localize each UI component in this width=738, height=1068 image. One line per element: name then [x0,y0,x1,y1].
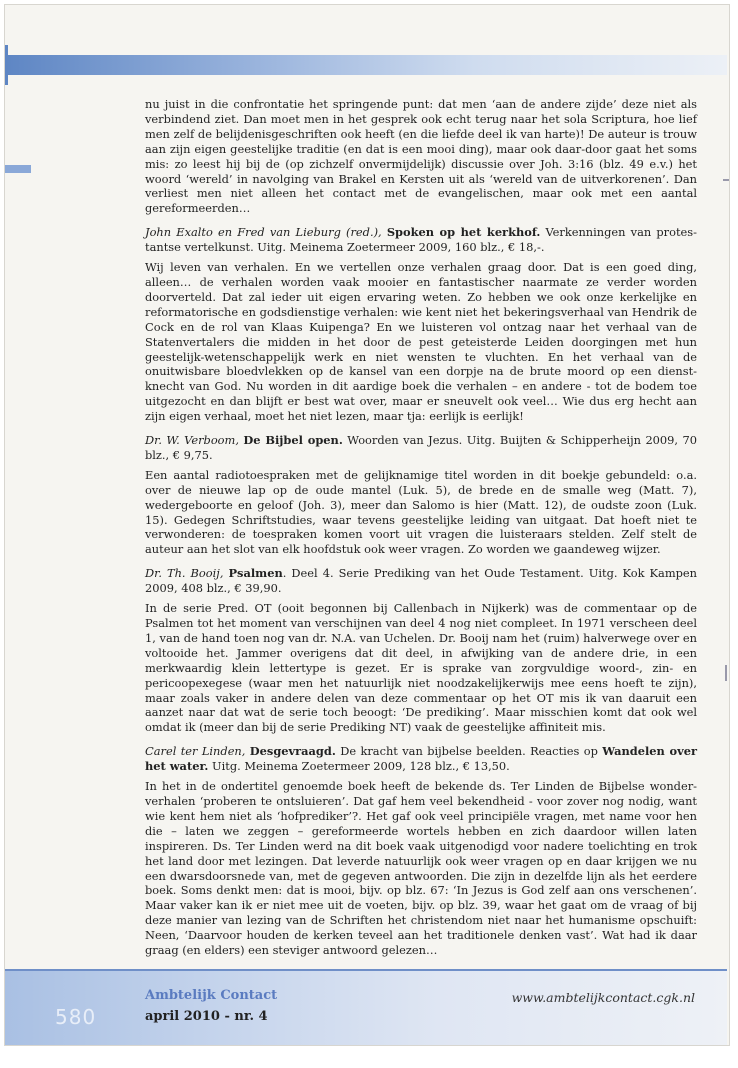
book-details: De kracht van bijbelse beelden. Reacties op [335,744,603,759]
book-author: Dr. W. Verboom, [145,433,239,448]
footer-rule [5,969,727,971]
book-title: Desgevraagd. [249,744,336,759]
book-entry-3 [145,566,697,596]
book-author: John Exalto en Fred van Lieburg (red.), [145,225,382,240]
page-bottom-margin [0,1048,738,1068]
magazine-website-link[interactable]: www.ambtelijkcontact.cgk.nl [511,990,695,1005]
magazine-page [4,4,730,1046]
book-review-3: In de serie Pred. OT (ooit begonnen bij Callenbach in Nijkerk) was de commentaar op de Psalmen tot het moment van verschijnen van deel 4 nog niet compleet. In 1971 verscheen deel 1, van de hand toen nog van dr. N.A. van Uchelen. Dr. Booij nam het (ruim) halverwege over en voltooide het. Jammer overigens dat dit deel, in afwijking van de andere drie, in een merkwaardig klein lettertype is gezet. Er is sprake van zorgvuldige woord-, zin- en pericoopexegese (waar men het natuurlijk niet noodzakelijkerwijs mee eens hoeft te zijn), maar zoals vaker in andere delen van deze commentaar op het OT mis ik van daaruit een aanzet naar dat wat de serie toch beoogt: ‘De prediking’. Maar misschien komt dat ook wel omdat ik (meer dan bij de serie Prediking NT) vaak de geestelijke affiniteit mis. [145,601,697,735]
book-review-4: In het in de ondertitel genoemde boek heeft de bekende ds. Ter Linden de Bijbelse wonder-verhalen ‘proberen te ontsluieren’. Dat gaf hem veel bekendheid - voor zover nog nodig, want wie kent hem niet als ‘hofprediker’?. Het gaf ook veel principiële vragen, met name voor hen die – laten we zeggen – gereformeerde wortels hebben en zich daardoor willen laten inspireren. Ds. Ter Linden werd na dit boek vaak uitgenodigd voor nadere toelichting en trok het land door met lezingen. Dat leverde natuurlijk ook weer vragen op en daar krijgen we nu een dwarsdoorsnede van, met de gegeven antwoorden. Die zijn in dezelfde lijn als het eerdere boek. Soms denkt men: dat is mooi, bijv. op blz. 67: ‘In Jezus is God zelf aan ons verschenen’. Maar vaker kan ik er niet mee uit de voeten, bijv. op blz. 39, waar het gaat om de vraag of bij deze manier van lezing van de Schriften het christendom niet naar het humanisme opschuift: Neen, ‘Daarvoor houden de kerken teveel aan het traditionele denken vast’. Wat had ik daar graag (en elders) een steviger antwoord gelezen… [145,779,697,958]
book-entry-1 [145,225,697,255]
magazine-issue: april 2010 - nr. 4 [145,1009,268,1024]
review-column [145,97,697,982]
book-title-referenced: Wandelen over het water. [145,744,697,774]
book-review-2: Een aantal radiotoespraken met de gelijknamige titel worden in dit boekje gebundeld: o.a. over de nieuwe lap op de oude mantel (Luk. 5), de brede en de smalle weg (Matt. 7), wedergeboorte en geloof (Joh. 3), meer dan Salomo is hier (Matt. 12), de oudste zoon (Luk. 15). Gedegen Schriftstudies, waar tevens geestelijke leiding van uitgaat. Dat hoeft niet te verwonderen: de toespraken komen voort uit vragen die luisteraars stelden. Zelf stelt de auteur aan het slot van elk hoofdstuk ook weer vragen. Zo worden we gaandeweg wijzer. [145,467,697,557]
book-author: Dr. Th. Booij, [145,566,224,581]
book-title: Spoken op het kerkhof. [386,225,541,240]
review-intro-paragraph: nu juist in die confrontatie het springende punt: dat men ‘aan de andere zijde’ deze niet als verbindend ziet. Dan moet men in het gesprek ook echt terug naar het sola Scriptura, hoe lief men zelf de belijdenisgeschriften ook heeft (en die liefde deel ik van harte)! De auteur is trouw aan zijn eigen geestelijke traditie (en dat is een mooi ding), maar ook daar-door gaat het soms mis: zo leest hij bij de (op zichzelf onvermijdelijk) discussie over Joh. 3:16 (blz. 49 e.v.) het woord ‘wereld’ in navolging van Brakel en Kersten uit als ‘wereld van de uitverkorenen’. Dan verliest men niet alleen het contact met de evangelischen, maar ook met een aantal gereformeerden… [145,97,697,216]
right-margin-marker [723,179,729,181]
book-entry-2 [145,433,697,463]
book-author: Carel ter Linden, [145,744,246,759]
book-title: De Bijbel open. [243,433,343,448]
left-margin-rule [5,45,8,85]
header-color-bar [5,55,727,75]
magazine-title: Ambtelijk Contact [145,988,278,1003]
book-details-2: Uitg. Meinema Zoetermeer 2009, 128 blz., € 13,50. [208,759,510,774]
footer-band [5,969,727,1046]
book-entry-4 [145,744,697,774]
right-margin-marker-lower [725,665,727,681]
left-margin-marker [5,165,31,173]
book-details: Woorden van Jezus. Uitg. Buijten & Schipperheijn 2009, 70 blz., € 9,75. [145,433,697,462]
book-title: Psalmen [228,566,283,581]
book-review-1: Wij leven van verhalen. En we vertellen onze verhalen graag door. Dat is een goed ding, alleen… de verhalen worden vaak mooier en fantastischer naarmate ze verder worden doorverteld. Dat zal ieder uit eigen ervaring weten. Zo hebben we ook onze kerkelijke en reformatorische en godsdienstige verhalen: wie kent niet het bekeringsverhaal van Hendrik de Cock en de rol van Klaas Kuipenga? En we luisteren vol ontzag naar het verhaal van de Statenvertalers die midden in het door de pest geteisterde Leiden doorgingen met hun geestelijk-wetenschappelijk werk en niet wensten te vluchten. En het verhaal van de onuitwisbare bloedvlekken op de kansel van een dorpje na de brute moord op een dienst-knecht van God. Nu worden in dit aardige boek die verhalen – en andere - tot de bodem toe uitgezocht en dan blijft er best wat over, maar er sneuvelt ook veel… Wie dus erg hecht aan zijn eigen verhaal, moet het niet lezen, maar tja: eerlijk is eerlijk! [145,260,697,424]
book-details: . Deel 4. Serie Prediking van het Oude Testament. Uitg. Kok Kampen 2009, 408 blz., € 39,90. [145,566,697,596]
page-number: 580 [55,1005,97,1029]
book-details: Verkenningen van protes-tantse vertelkunst. Uitg. Meinema Zoetermeer 2009, 160 blz., € 18,-. [145,225,697,255]
